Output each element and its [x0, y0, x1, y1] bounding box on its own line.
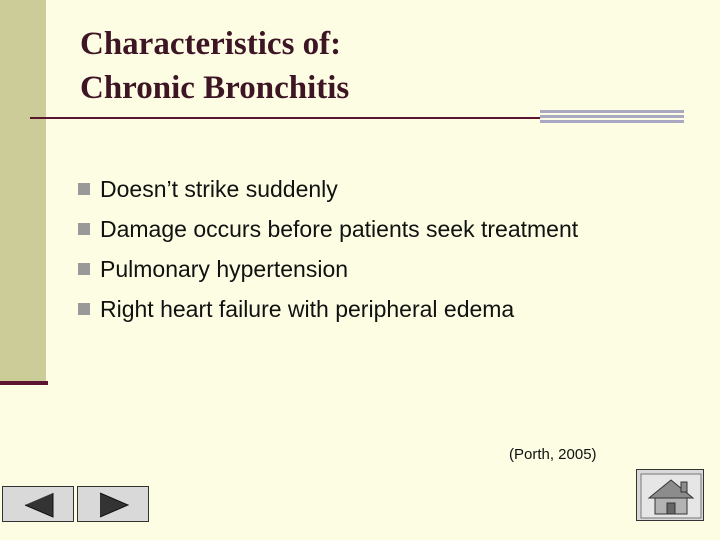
next-slide-button[interactable]	[77, 486, 149, 522]
bullet-text: Damage occurs before patients seek treatment	[100, 216, 579, 242]
bullet-text: Doesn’t strike suddenly	[100, 176, 338, 202]
title-divider	[30, 117, 550, 119]
list-item	[74, 172, 674, 206]
title-line-2: Chronic Bronchitis	[80, 70, 350, 106]
square-bullet-icon	[78, 223, 90, 235]
list-item	[74, 252, 674, 286]
left-bar-underline	[0, 381, 48, 385]
previous-slide-button[interactable]	[2, 486, 74, 522]
striped-accent	[540, 110, 684, 125]
square-bullet-icon	[78, 263, 90, 275]
slide-title	[80, 22, 349, 110]
square-bullet-icon	[78, 183, 90, 195]
triangle-left-icon	[3, 487, 75, 523]
citation: (Porth, 2005)	[509, 446, 597, 463]
house-icon	[637, 470, 705, 522]
square-bullet-icon	[78, 303, 90, 315]
title-line-1: Characteristics of:	[80, 26, 342, 62]
left-decorative-bar	[0, 0, 46, 384]
triangle-right-icon	[78, 487, 150, 523]
home-button[interactable]	[636, 469, 704, 521]
list-item	[74, 212, 674, 246]
list-item	[74, 292, 674, 326]
bullet-list	[74, 172, 674, 332]
bullet-text: Pulmonary hypertension	[100, 256, 349, 282]
bullet-text: Right heart failure with peripheral edema	[100, 296, 515, 322]
